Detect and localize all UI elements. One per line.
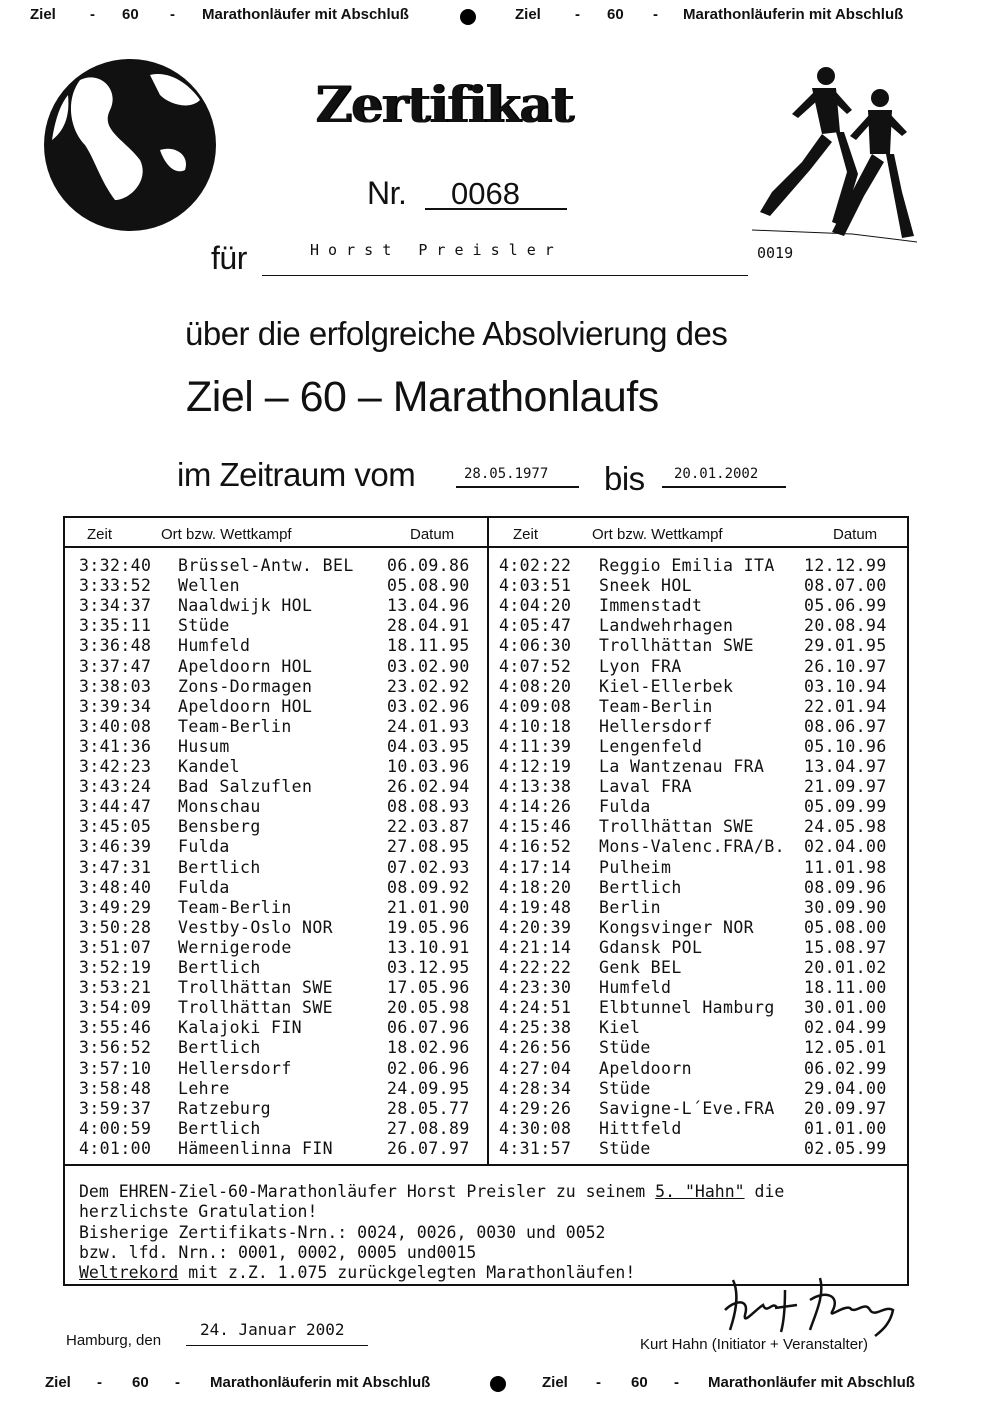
- row-time: 3:46:39: [79, 837, 152, 857]
- row-place: Kandel: [178, 757, 241, 776]
- row-date: 05.09.99: [804, 797, 887, 817]
- row-time: 3:55:46: [79, 1018, 152, 1038]
- banner-text: Marathonläuferin mit Abschluß: [210, 1374, 431, 1391]
- row-time: 4:21:14: [499, 937, 572, 957]
- row-time: 3:57:10: [79, 1058, 152, 1078]
- row-time: 4:22:22: [499, 958, 572, 977]
- row-date: 12.12.99: [804, 556, 887, 575]
- globe-icon: [40, 50, 220, 240]
- row-time: 3:38:03: [79, 676, 152, 696]
- row-time: 3:54:09: [79, 998, 152, 1018]
- row-time: 4:07:52: [499, 656, 572, 676]
- row-date: 28.04.91: [387, 616, 470, 636]
- row-date: 03.02.96: [387, 696, 470, 716]
- row-date: 28.05.77: [387, 1098, 470, 1118]
- row-place: Stüde: [599, 1078, 651, 1098]
- row-date: 26.02.94: [387, 777, 470, 797]
- number-label: Nr.: [367, 175, 407, 211]
- note-line-4: bzw. lfd. Nrn.: 0001, 0002, 0005 und0015: [79, 1243, 477, 1262]
- row-place: Apeldoorn: [599, 1058, 693, 1078]
- row-place: Genk BEL: [599, 958, 682, 977]
- row-date: 26.07.97: [387, 1138, 470, 1158]
- row-place: Bertlich: [178, 857, 261, 877]
- row-place: Kiel: [599, 1018, 641, 1038]
- note-text: Dem EHREN-Ziel-60-Marathonläufer Horst Preisler zu seinem: [79, 1182, 656, 1201]
- row-place: Hämeenlinna FIN: [178, 1138, 334, 1158]
- row-time: 4:04:20: [499, 596, 572, 616]
- row-time: 4:10:18: [499, 716, 572, 736]
- row-place: Stüde: [178, 616, 230, 636]
- row-place: Landwehrhagen: [599, 616, 734, 636]
- row-place: Lengenfeld: [599, 736, 703, 756]
- row-date: 02.04.00: [804, 837, 887, 857]
- row-place: Fulda: [178, 877, 230, 897]
- note-text: die: [744, 1182, 785, 1201]
- row-date: 05.06.99: [804, 596, 887, 616]
- row-time: 4:08:20: [499, 676, 572, 696]
- row-place: Elbtunnel Hamburg: [599, 998, 775, 1018]
- note-highlight: Weltrekord: [79, 1263, 179, 1282]
- row-date: 20.05.98: [387, 998, 470, 1018]
- row-time: 4:26:56: [499, 1038, 572, 1058]
- row-time: 4:27:04: [499, 1058, 572, 1078]
- header-date: Datum: [410, 526, 455, 543]
- row-date: 21.01.90: [387, 897, 470, 917]
- row-time: 3:45:05: [79, 817, 152, 837]
- row-time: 3:58:48: [79, 1078, 152, 1098]
- signature: [715, 1270, 905, 1340]
- row-time: 4:23:30: [499, 978, 572, 998]
- row-date: 24.05.98: [804, 817, 887, 837]
- row-time: 4:12:19: [499, 757, 572, 776]
- banner-dash: -: [175, 1374, 180, 1391]
- row-date: 24.01.93: [387, 716, 470, 736]
- banner-ziel: Ziel: [45, 1374, 71, 1391]
- row-date: 02.06.96: [387, 1058, 470, 1078]
- row-place: Immenstadt: [599, 596, 703, 616]
- banner-60: 60: [631, 1374, 648, 1391]
- header-time: Zeit: [87, 526, 113, 543]
- row-time: 3:37:47: [79, 656, 152, 676]
- banner-dash: -: [575, 6, 580, 23]
- row-time: 3:41:36: [79, 736, 152, 756]
- row-date: 18.11.95: [387, 636, 470, 656]
- banner-ziel: Ziel: [542, 1374, 568, 1391]
- row-time: 4:11:39: [499, 736, 572, 756]
- row-time: 3:39:34: [79, 696, 152, 716]
- row-place: Naaldwijk HOL: [178, 596, 313, 616]
- row-date: 02.04.99: [804, 1018, 887, 1038]
- row-time: 4:19:48: [499, 897, 572, 917]
- row-place: Bertlich: [599, 877, 682, 897]
- row-place: Hellersdorf: [599, 716, 713, 736]
- row-place: Brüssel-Antw. BEL: [178, 556, 354, 575]
- congratulation-box: [63, 1166, 909, 1286]
- row-place: Bertlich: [178, 958, 261, 977]
- row-date: 03.12.95: [387, 958, 470, 977]
- row-place: Bensberg: [178, 817, 261, 837]
- row-date: 01.01.00: [804, 1118, 887, 1138]
- row-place: Berlin: [599, 897, 662, 917]
- row-time: 3:36:48: [79, 636, 152, 656]
- row-time: 3:56:52: [79, 1038, 152, 1058]
- row-time: 4:14:26: [499, 797, 572, 817]
- row-place: Team-Berlin: [178, 897, 292, 917]
- row-place: Laval FRA: [599, 777, 693, 797]
- banner-dash: -: [90, 6, 95, 23]
- row-time: 3:52:19: [79, 958, 152, 977]
- row-time: 3:43:24: [79, 777, 152, 797]
- row-time: 3:47:31: [79, 857, 152, 877]
- row-time: 4:28:34: [499, 1078, 572, 1098]
- row-date: 08.07.00: [804, 576, 887, 596]
- row-time: 4:20:39: [499, 917, 572, 937]
- row-date: 08.09.96: [804, 877, 887, 897]
- row-place: Pulheim: [599, 857, 672, 877]
- banner-dash: -: [596, 1374, 601, 1391]
- row-place: Trollhättan SWE: [599, 817, 755, 837]
- row-date: 30.09.90: [804, 897, 887, 917]
- row-place: Sneek HOL: [599, 576, 693, 596]
- row-place: Fulda: [178, 837, 230, 857]
- bullet-dot: [460, 9, 476, 25]
- row-time: 3:48:40: [79, 877, 152, 897]
- row-time: 3:40:08: [79, 716, 152, 736]
- runners-icon: [752, 62, 922, 252]
- row-place: Trollhättan SWE: [178, 998, 334, 1018]
- row-date: 27.08.95: [387, 837, 470, 857]
- side-number: 0019: [757, 244, 794, 262]
- row-time: 4:00:59: [79, 1118, 152, 1138]
- row-date: 23.02.92: [387, 676, 470, 696]
- row-place: Wernigerode: [178, 937, 292, 957]
- row-date: 29.04.00: [804, 1078, 887, 1098]
- header-time: Zeit: [513, 526, 539, 543]
- row-place: Kalajoki FIN: [178, 1018, 303, 1038]
- row-date: 22.03.87: [387, 817, 470, 837]
- row-date: 08.09.92: [387, 877, 470, 897]
- row-date: 06.09.86: [387, 556, 470, 575]
- row-place: Fulda: [599, 797, 651, 817]
- marathon-table: [63, 516, 909, 1166]
- row-time: 4:31:57: [499, 1138, 572, 1158]
- banner-60: 60: [132, 1374, 149, 1391]
- for-label: für: [211, 240, 247, 276]
- row-date: 12.05.01: [804, 1038, 887, 1058]
- row-time: 4:24:51: [499, 998, 572, 1018]
- banner-dash: -: [653, 6, 658, 23]
- row-date: 15.08.97: [804, 937, 887, 957]
- row-place: Stüde: [599, 1138, 651, 1158]
- row-place: Kiel-Ellerbek: [599, 676, 734, 696]
- text-line-2: Ziel – 60 – Marathonlaufs: [186, 373, 659, 421]
- header-place: Ort bzw. Wettkampf: [161, 526, 292, 543]
- banner-60: 60: [607, 6, 624, 23]
- row-date: 18.02.96: [387, 1038, 470, 1058]
- row-time: 4:02:22: [499, 556, 572, 575]
- row-time: 3:32:40: [79, 556, 152, 575]
- row-place: Apeldoorn HOL: [178, 696, 313, 716]
- place-label: Hamburg, den: [66, 1332, 162, 1349]
- row-date: 21.09.97: [804, 777, 887, 797]
- row-date: 20.08.94: [804, 616, 887, 636]
- banner-dash: -: [170, 6, 175, 23]
- row-place: Wellen: [178, 576, 241, 596]
- bullet-dot: [490, 1376, 506, 1392]
- row-place: Trollhättan SWE: [178, 978, 334, 998]
- row-place: Kongsvinger NOR: [599, 917, 755, 937]
- row-place: Humfeld: [178, 636, 251, 656]
- row-place: Trollhättan SWE: [599, 636, 755, 656]
- row-date: 06.07.96: [387, 1018, 470, 1038]
- certificate-number: 0068: [425, 176, 567, 210]
- row-date: 29.01.95: [804, 636, 887, 656]
- banner-dash: -: [97, 1374, 102, 1391]
- row-time: 4:17:14: [499, 857, 572, 877]
- row-place: Reggio Emilia ITA: [599, 556, 775, 575]
- row-date: 30.01.00: [804, 998, 887, 1018]
- row-time: 4:01:00: [79, 1138, 152, 1158]
- row-place: Team-Berlin: [599, 696, 713, 716]
- row-time: 3:50:28: [79, 917, 152, 937]
- banner-ziel: Ziel: [515, 6, 541, 23]
- row-date: 05.08.00: [804, 917, 887, 937]
- period-label: im Zeitraum vom: [177, 456, 416, 493]
- row-place: Husum: [178, 736, 230, 756]
- row-date: 08.08.93: [387, 797, 470, 817]
- row-place: Zons-Dormagen: [178, 676, 313, 696]
- row-time: 4:03:51: [499, 576, 572, 596]
- row-time: 4:29:26: [499, 1098, 572, 1118]
- column-divider: [487, 518, 489, 1164]
- row-place: Team-Berlin: [178, 716, 292, 736]
- row-time: 4:15:46: [499, 817, 572, 837]
- row-time: 4:06:30: [499, 636, 572, 656]
- date-line: [186, 1345, 368, 1346]
- row-date: 07.02.93: [387, 857, 470, 877]
- row-date: 03.10.94: [804, 676, 887, 696]
- row-place: Lehre: [178, 1078, 230, 1098]
- row-date: 17.05.96: [387, 978, 470, 998]
- banner-60: 60: [122, 6, 139, 23]
- row-date: 04.03.95: [387, 736, 470, 756]
- note-line-1: [79, 1182, 784, 1201]
- row-time: 3:51:07: [79, 937, 152, 957]
- row-time: 3:59:37: [79, 1098, 152, 1118]
- row-date: 22.01.94: [804, 696, 887, 716]
- row-time: 4:18:20: [499, 877, 572, 897]
- row-time: 3:33:52: [79, 576, 152, 596]
- row-date: 02.05.99: [804, 1138, 887, 1158]
- header-place: Ort bzw. Wettkampf: [592, 526, 723, 543]
- row-date: 13.04.96: [387, 596, 470, 616]
- note-line-5: [79, 1263, 635, 1282]
- row-place: Bad Salzuflen: [178, 777, 313, 797]
- row-date: 13.10.91: [387, 937, 470, 957]
- date-value: 24. Januar 2002: [200, 1320, 345, 1339]
- row-date: 13.04.97: [804, 757, 887, 776]
- note-text: mit z.Z. 1.075 zurückgelegten Marathonläufen!: [178, 1263, 636, 1282]
- banner-text: Marathonläufer mit Abschluß: [202, 6, 409, 23]
- row-place: Stüde: [599, 1038, 651, 1058]
- banner-dash: -: [674, 1374, 679, 1391]
- row-time: 3:42:23: [79, 757, 152, 776]
- row-date: 05.10.96: [804, 736, 887, 756]
- banner-ziel: Ziel: [30, 6, 56, 23]
- row-time: 4:09:08: [499, 696, 572, 716]
- row-date: 27.08.89: [387, 1118, 470, 1138]
- row-date: 10.03.96: [387, 757, 470, 776]
- row-place: Gdansk POL: [599, 937, 703, 957]
- row-place: Ratzeburg: [178, 1098, 272, 1118]
- row-place: Hittfeld: [599, 1118, 682, 1138]
- note-line-2: herzlichste Gratulation!: [79, 1202, 318, 1221]
- row-place: Bertlich: [178, 1118, 261, 1138]
- table-header: [65, 518, 907, 548]
- row-place: Monschau: [178, 797, 261, 817]
- row-date: 20.01.02: [804, 958, 887, 977]
- row-place: Savigne-L´Eve.FRA: [599, 1098, 775, 1118]
- row-time: 4:25:38: [499, 1018, 572, 1038]
- row-time: 4:13:38: [499, 777, 572, 797]
- row-time: 3:49:29: [79, 897, 152, 917]
- row-date: 24.09.95: [387, 1078, 470, 1098]
- period-to: 20.01.2002: [662, 466, 786, 488]
- row-date: 18.11.00: [804, 978, 887, 998]
- row-time: 4:30:08: [499, 1118, 572, 1138]
- banner-text: Marathonläufer mit Abschluß: [708, 1374, 915, 1391]
- row-time: 4:05:47: [499, 616, 572, 636]
- row-date: 20.09.97: [804, 1098, 887, 1118]
- period-from: 28.05.1977: [456, 466, 579, 488]
- period-to-label: bis: [604, 460, 645, 497]
- row-place: Bertlich: [178, 1038, 261, 1058]
- row-date: 11.01.98: [804, 857, 887, 877]
- header-date: Datum: [833, 526, 878, 543]
- banner-text: Marathonläuferin mit Abschluß: [683, 6, 904, 23]
- row-time: 3:44:47: [79, 797, 152, 817]
- row-place: Lyon FRA: [599, 656, 682, 676]
- row-date: 06.02.99: [804, 1058, 887, 1078]
- row-time: 3:35:11: [79, 616, 152, 636]
- row-time: 3:34:37: [79, 596, 152, 616]
- row-place: Mons-Valenc.FRA/B.: [599, 837, 786, 857]
- row-place: Humfeld: [599, 978, 672, 998]
- text-line-1: über die erfolgreiche Absolvierung des: [185, 315, 728, 352]
- certificate-title: Zertifikat: [315, 75, 573, 134]
- note-line-3: Bisherige Zertifikats-Nrn.: 0024, 0026, 0030 und 0052: [79, 1223, 606, 1242]
- row-place: Apeldoorn HOL: [178, 656, 313, 676]
- row-place: La Wantzenau FRA: [599, 757, 765, 776]
- row-date: 05.08.90: [387, 576, 470, 596]
- row-time: 3:53:21: [79, 978, 152, 998]
- row-date: 03.02.90: [387, 656, 470, 676]
- note-highlight: 5. "Hahn": [655, 1182, 745, 1201]
- signer: Kurt Hahn (Initiator + Veranstalter): [640, 1336, 869, 1353]
- row-date: 26.10.97: [804, 656, 887, 676]
- row-date: 08.06.97: [804, 716, 887, 736]
- row-time: 4:16:52: [499, 837, 572, 857]
- row-place: Vestby-Oslo NOR: [178, 917, 334, 937]
- recipient-name: H o r s t P r e i s l e r: [310, 241, 554, 259]
- row-date: 19.05.96: [387, 917, 470, 937]
- row-place: Hellersdorf: [178, 1058, 292, 1078]
